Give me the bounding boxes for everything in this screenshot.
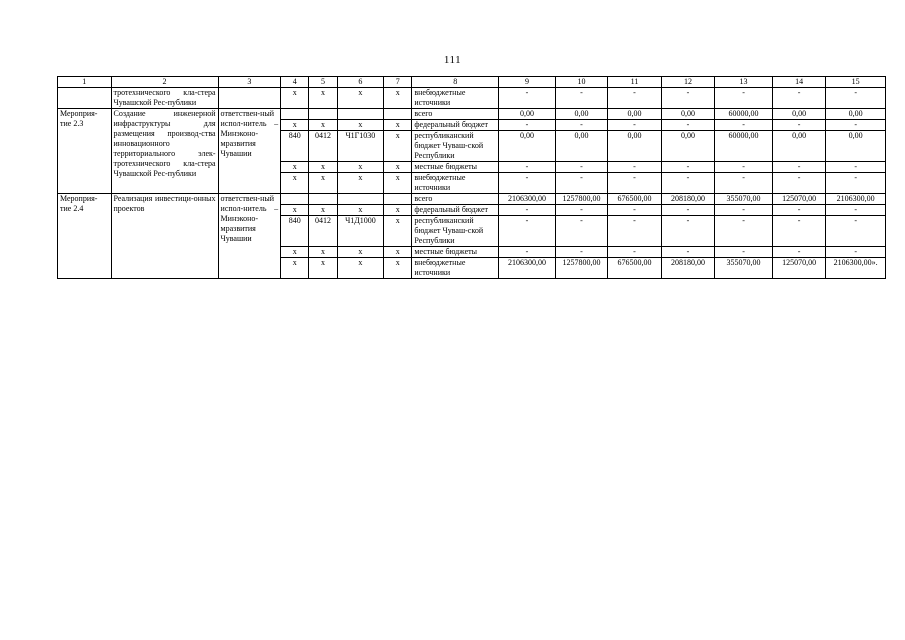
budget-code-cell: x: [309, 162, 337, 173]
budget-table: [57, 76, 886, 279]
budget-code-cell: x: [281, 258, 309, 279]
value-cell: 2106300,00: [499, 258, 556, 279]
funding-source-cell: внебюджетные источники: [412, 88, 499, 109]
value-cell: 1257800,00: [555, 194, 608, 205]
value-cell: 0,00: [772, 109, 826, 120]
measure-label-cell: [58, 88, 112, 109]
header-cell: 6: [337, 77, 383, 88]
header-cell: 12: [661, 77, 715, 88]
budget-code-cell: x: [309, 120, 337, 131]
budget-code-cell: x: [337, 205, 383, 216]
budget-code-cell: Ч1Д1000: [337, 216, 383, 247]
value-cell: -: [661, 173, 715, 194]
value-cell: 0,00: [555, 109, 608, 120]
table-row: [58, 194, 886, 205]
budget-code-cell: x: [309, 247, 337, 258]
value-cell: -: [555, 120, 608, 131]
header-cell: 1: [58, 77, 112, 88]
header-cell: 15: [826, 77, 886, 88]
page-number: 111: [443, 54, 462, 66]
value-cell: 60000,00: [715, 131, 773, 162]
value-cell: -: [608, 247, 662, 258]
budget-code-cell: 840: [281, 131, 309, 162]
value-cell: -: [772, 162, 826, 173]
budget-code-cell: x: [384, 247, 412, 258]
budget-code-cell: x: [309, 88, 337, 109]
value-cell: 0,00: [608, 109, 662, 120]
measure-name-cell: Создание инженерной инфраструктуры для размещения производ-ства инновационного территориального элек-тротехнического кла-стера Чувашской Рес-публики: [111, 109, 218, 194]
funding-source-cell: внебюджетные источники: [412, 258, 499, 279]
measure-label-cell: Мероприя-тие 2.4: [58, 194, 112, 279]
header-cell: 3: [218, 77, 281, 88]
value-cell: -: [826, 88, 886, 109]
budget-code-cell: [281, 194, 309, 205]
value-cell: 60000,00: [715, 109, 773, 120]
budget-code-cell: x: [337, 162, 383, 173]
value-cell: 0,00: [608, 131, 662, 162]
value-cell: 0,00: [555, 131, 608, 162]
budget-code-cell: x: [337, 88, 383, 109]
value-cell: 208180,00: [661, 258, 715, 279]
value-cell: 0,00: [661, 131, 715, 162]
funding-source-cell: федеральный бюджет: [412, 205, 499, 216]
budget-code-cell: x: [384, 258, 412, 279]
value-cell: -: [715, 173, 773, 194]
value-cell: -: [826, 216, 886, 247]
measure-label-cell: Мероприя-тие 2.3: [58, 109, 112, 194]
measure-name-cell: тротехнического кла-стера Чувашской Рес-публики: [111, 88, 218, 109]
budget-code-cell: x: [384, 120, 412, 131]
header-cell: 4: [281, 77, 309, 88]
value-cell: 355070,00: [715, 194, 773, 205]
value-cell: -: [826, 120, 886, 131]
budget-code-cell: x: [309, 258, 337, 279]
value-cell: 676500,00: [608, 194, 662, 205]
value-cell: -: [499, 173, 556, 194]
budget-code-cell: [337, 194, 383, 205]
funding-source-cell: всего: [412, 109, 499, 120]
table-row: [58, 109, 886, 120]
budget-code-cell: x: [384, 173, 412, 194]
value-cell: -: [499, 247, 556, 258]
value-cell: -: [499, 88, 556, 109]
value-cell: -: [715, 88, 773, 109]
budget-code-cell: x: [309, 205, 337, 216]
budget-code-cell: x: [281, 120, 309, 131]
budget-code-cell: x: [281, 162, 309, 173]
funding-source-cell: внебюджетные источники: [412, 173, 499, 194]
value-cell: -: [715, 162, 773, 173]
value-cell: -: [661, 120, 715, 131]
value-cell: 125070,00: [772, 194, 826, 205]
value-cell: -: [661, 205, 715, 216]
header-cell: 14: [772, 77, 826, 88]
budget-code-cell: x: [384, 131, 412, 162]
funding-source-cell: республиканский бюджет Чуваш-ской Республики: [412, 131, 499, 162]
value-cell: -: [555, 88, 608, 109]
value-cell: -: [715, 216, 773, 247]
budget-code-cell: [337, 109, 383, 120]
value-cell: -: [661, 247, 715, 258]
budget-code-cell: x: [281, 205, 309, 216]
value-cell: -: [772, 216, 826, 247]
value-cell: -: [826, 205, 886, 216]
value-cell: -: [499, 162, 556, 173]
budget-code-cell: x: [281, 173, 309, 194]
value-cell: -: [772, 173, 826, 194]
value-cell: 0,00: [826, 131, 886, 162]
header-cell: 10: [555, 77, 608, 88]
value-cell: -: [826, 162, 886, 173]
funding-source-cell: местные бюджеты: [412, 162, 499, 173]
budget-code-cell: [309, 109, 337, 120]
value-cell: 125070,00: [772, 258, 826, 279]
header-cell: 13: [715, 77, 773, 88]
header-row: [58, 77, 886, 88]
header-cell: 5: [309, 77, 337, 88]
budget-code-cell: x: [384, 216, 412, 247]
funding-source-cell: всего: [412, 194, 499, 205]
value-cell: 208180,00: [661, 194, 715, 205]
value-cell: -: [715, 247, 773, 258]
value-cell: -: [661, 88, 715, 109]
table-row: [58, 88, 886, 109]
funding-source-cell: федеральный бюджет: [412, 120, 499, 131]
budget-code-cell: Ч1Г1030: [337, 131, 383, 162]
value-cell: 0,00: [772, 131, 826, 162]
budget-code-cell: x: [309, 173, 337, 194]
value-cell: -: [608, 162, 662, 173]
budget-code-cell: 0412: [309, 216, 337, 247]
value-cell: 1257800,00: [555, 258, 608, 279]
value-cell: -: [555, 162, 608, 173]
value-cell: -: [608, 88, 662, 109]
funding-source-cell: местные бюджеты: [412, 247, 499, 258]
value-cell: -: [499, 205, 556, 216]
value-cell: 2106300,00».: [826, 258, 886, 279]
value-cell: -: [608, 120, 662, 131]
budget-code-cell: x: [337, 120, 383, 131]
budget-code-cell: [384, 194, 412, 205]
value-cell: 355070,00: [715, 258, 773, 279]
value-cell: 0,00: [499, 131, 556, 162]
budget-code-cell: x: [384, 205, 412, 216]
budget-code-cell: [281, 109, 309, 120]
value-cell: -: [772, 205, 826, 216]
budget-code-cell: [309, 194, 337, 205]
executor-cell: ответствен-ный испол-нитель – Минэконо-мразвития Чувашии: [218, 194, 281, 279]
value-cell: -: [826, 173, 886, 194]
value-cell: -: [772, 120, 826, 131]
value-cell: -: [772, 247, 826, 258]
executor-cell: [218, 88, 281, 109]
header-cell: 2: [111, 77, 218, 88]
value-cell: -: [499, 216, 556, 247]
budget-code-cell: x: [384, 162, 412, 173]
value-cell: -: [555, 173, 608, 194]
value-cell: -: [715, 205, 773, 216]
value-cell: -: [661, 216, 715, 247]
budget-code-cell: x: [281, 88, 309, 109]
measure-name-cell: Реализация инвестици-онных проектов: [111, 194, 218, 279]
budget-code-cell: 0412: [309, 131, 337, 162]
budget-code-cell: x: [337, 173, 383, 194]
value-cell: -: [608, 205, 662, 216]
value-cell: -: [715, 120, 773, 131]
header-cell: 9: [499, 77, 556, 88]
value-cell: 2106300,00: [499, 194, 556, 205]
value-cell: 0,00: [499, 109, 556, 120]
value-cell: 0,00: [826, 109, 886, 120]
budget-code-cell: x: [281, 247, 309, 258]
value-cell: -: [608, 173, 662, 194]
budget-code-cell: x: [337, 247, 383, 258]
value-cell: 0,00: [661, 109, 715, 120]
value-cell: -: [661, 162, 715, 173]
value-cell: -: [555, 216, 608, 247]
budget-code-cell: [384, 109, 412, 120]
header-cell: 7: [384, 77, 412, 88]
value-cell: -: [499, 120, 556, 131]
funding-source-cell: республиканский бюджет Чуваш-ской Республики: [412, 216, 499, 247]
value-cell: -: [772, 88, 826, 109]
budget-code-cell: 840: [281, 216, 309, 247]
value-cell: -: [608, 216, 662, 247]
value-cell: 2106300,00: [826, 194, 886, 205]
value-cell: -: [555, 247, 608, 258]
budget-code-cell: x: [384, 88, 412, 109]
value-cell: -: [826, 247, 886, 258]
budget-code-cell: x: [337, 258, 383, 279]
executor-cell: ответствен-ный испол-нитель – Минэконо-мразвития Чувашии: [218, 109, 281, 194]
value-cell: 676500,00: [608, 258, 662, 279]
header-cell: 11: [608, 77, 662, 88]
header-cell: 8: [412, 77, 499, 88]
value-cell: -: [555, 205, 608, 216]
